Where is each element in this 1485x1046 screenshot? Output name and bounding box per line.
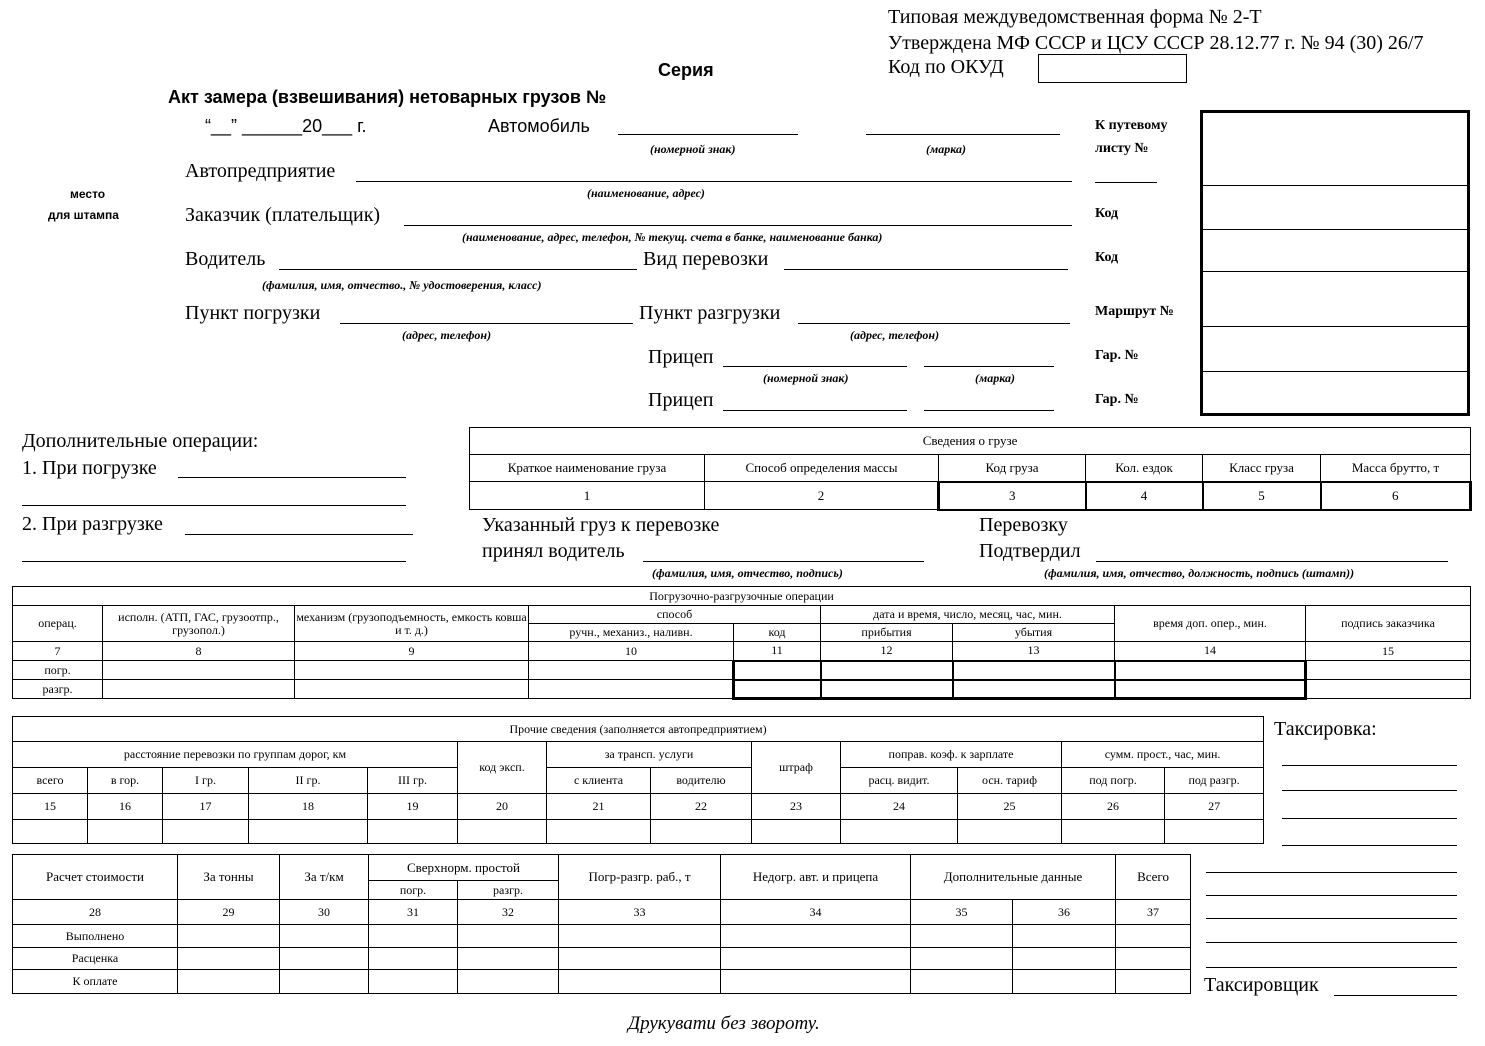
cargo-num-6[interactable]: 6 [1321, 482, 1471, 510]
cost-cell[interactable] [280, 925, 369, 948]
col-idle-over-load: погр. [369, 881, 458, 900]
cost-cell[interactable] [721, 948, 911, 970]
cost-cell[interactable] [280, 948, 369, 970]
extra-ops-title: Дополнительные операции: [22, 430, 259, 452]
ops-num: 11 [734, 642, 821, 661]
ops-num: 9 [295, 642, 529, 661]
row-done-label: Выполнено [13, 925, 178, 948]
customer-field[interactable] [404, 225, 1072, 226]
customer-label: Заказчик (плательщик) [185, 204, 381, 226]
acceptance-line2: принял водитель [482, 540, 625, 562]
row-unloading-label: разгр. [13, 680, 103, 699]
trailer-brand-caption: (марка) [975, 371, 1015, 385]
col-extra-data: Дополнительные данные [911, 855, 1116, 900]
col-lu-work: Погр-разгр. раб., т [559, 855, 721, 900]
ops-num: 14 [1115, 642, 1306, 661]
other-num: 19 [368, 794, 458, 820]
panel-divider [1203, 326, 1467, 327]
taxation-line[interactable] [1282, 845, 1457, 846]
trailer2-label: Прицеп [648, 389, 714, 411]
confirm-line2: Подтвердил [979, 540, 1081, 562]
col-executor: исполн. (АТП, ГАС, грузоотпр., грузопол.) [103, 606, 295, 642]
cost-cell[interactable] [280, 970, 369, 994]
cost-cell[interactable] [911, 948, 1013, 970]
cargo-col-trips: Кол. ездок [1086, 455, 1203, 482]
trailer1-plate-field[interactable] [723, 366, 907, 367]
col-idle: сумм. прост., час, мин. [1062, 742, 1264, 768]
col-method-sub: ручн., механиз., наливн. [529, 624, 734, 642]
loading-point-field[interactable] [340, 323, 633, 324]
extra-ops-loading-field[interactable] [178, 477, 406, 478]
extra-ops-loading-field-2[interactable] [22, 505, 406, 506]
ops-cell[interactable] [103, 661, 295, 680]
customer-caption: (наименование, адрес, телефон, № текущ. счета в банке, наименование банка) [462, 230, 883, 244]
ops-num: 8 [103, 642, 295, 661]
cargo-col-method: Способ определения массы [705, 455, 939, 482]
cost-cell[interactable] [369, 925, 458, 948]
col-code: код [734, 624, 821, 642]
ops-cell[interactable] [953, 680, 1115, 699]
trailer2-plate-field[interactable] [723, 410, 907, 411]
row-pay-label: К оплате [13, 970, 178, 994]
other-cell[interactable] [841, 820, 958, 844]
cost-cell[interactable] [1013, 970, 1116, 994]
col-coef: поправ. коэф. к зарплате [841, 742, 1062, 768]
cost-cell[interactable] [369, 948, 458, 970]
col-datetime: дата и время, число, месяц, час, мин. [821, 606, 1115, 624]
col-idle-unload: под разгр. [1165, 768, 1264, 794]
panel-divider [1203, 271, 1467, 272]
cost-cell[interactable] [1116, 948, 1191, 970]
trailer-plate-caption: (номерной знак) [763, 371, 849, 385]
loading-point-caption: (адрес, телефон) [402, 328, 492, 342]
cargo-num-2[interactable]: 2 [705, 482, 939, 510]
col-services: за трансп. услуги [547, 742, 752, 768]
other-cell[interactable] [1165, 820, 1264, 844]
ops-cell[interactable] [734, 680, 821, 699]
cost-num: 35 [911, 900, 1013, 925]
ops-cell[interactable] [529, 680, 734, 699]
taxation-line[interactable] [1206, 942, 1457, 943]
other-num: 23 [752, 794, 841, 820]
trailer2-brand-field[interactable] [924, 410, 1054, 411]
panel-divider [1203, 185, 1467, 186]
driver-acceptance-caption: (фамилия, имя, отчество, подпись) [652, 566, 843, 580]
form-type-line: Типовая междуведомственная форма № 2-Т [888, 6, 1262, 28]
trailer1-brand-field[interactable] [924, 366, 1054, 367]
confirm-caption: (фамилия, имя, отчество, должность, подпись (штамп)) [1044, 566, 1355, 580]
cost-num: 31 [369, 900, 458, 925]
other-cell[interactable] [458, 820, 547, 844]
panel-divider [1203, 371, 1467, 372]
ops-cell[interactable] [734, 661, 821, 680]
confirm-line1: Перевозку [979, 514, 1068, 536]
code2-label: Код [1095, 250, 1119, 265]
ops-cell[interactable] [529, 661, 734, 680]
col-base-tariff: осн. тариф [958, 768, 1062, 794]
col-calc-type: расц. видит. [841, 768, 958, 794]
other-num: 26 [1062, 794, 1165, 820]
document-date: “__” ______20___ г. [205, 116, 367, 136]
ops-num: 10 [529, 642, 734, 661]
cost-cell[interactable] [1116, 925, 1191, 948]
ops-cell[interactable] [1115, 661, 1306, 680]
col-arrival: прибытия [821, 624, 953, 642]
stamp-place-line1: место [70, 187, 106, 201]
ops-num: 15 [1306, 642, 1471, 661]
col-tkm: За т/км [280, 855, 369, 900]
cargo-num-1[interactable]: 1 [470, 482, 705, 510]
enterprise-label: Автопредприятие [185, 160, 336, 182]
cargo-table-title: Сведения о грузе [470, 428, 1471, 455]
cost-cell[interactable] [458, 970, 559, 994]
loading-ops-table [12, 586, 1471, 700]
taxation-line[interactable] [1206, 967, 1457, 968]
col-departure: убытия [953, 624, 1115, 642]
other-cell[interactable] [368, 820, 458, 844]
right-code-panel [1200, 110, 1470, 416]
other-cell[interactable] [13, 820, 88, 844]
cost-num: 33 [559, 900, 721, 925]
cargo-num-5[interactable]: 5 [1203, 482, 1321, 510]
other-cell[interactable] [752, 820, 841, 844]
cost-cell[interactable] [178, 948, 280, 970]
cargo-num-4[interactable]: 4 [1086, 482, 1203, 510]
col-method: способ [529, 606, 821, 624]
route-label: Маршрут № [1095, 304, 1174, 319]
okud-code-box[interactable] [1038, 54, 1187, 83]
col-tons: За тонны [178, 855, 280, 900]
garage2-label: Гар. № [1095, 392, 1139, 407]
confirm-field[interactable] [1096, 561, 1448, 562]
taxation-line[interactable] [1282, 765, 1457, 766]
other-cell[interactable] [1062, 820, 1165, 844]
waybill-label-line1: К путевому [1095, 118, 1168, 133]
extra-ops-unloading-field[interactable] [185, 534, 413, 535]
row-loading-label: погр. [13, 661, 103, 680]
other-num: 22 [651, 794, 752, 820]
cargo-table [469, 427, 1472, 511]
trailer1-label: Прицеп [648, 346, 714, 368]
garage1-label: Гар. № [1095, 348, 1139, 363]
other-cell[interactable] [958, 820, 1062, 844]
cargo-col-name: Краткое наименование груза [470, 455, 705, 482]
ops-cell[interactable] [295, 680, 529, 699]
col-calc: Расчет стоимости [13, 855, 178, 900]
cost-cell[interactable] [911, 970, 1013, 994]
cost-cell[interactable] [559, 948, 721, 970]
col-fine: штраф [752, 742, 841, 794]
cost-cell[interactable] [721, 925, 911, 948]
ops-cell[interactable] [821, 661, 953, 680]
cargo-col-class: Класс груза [1203, 455, 1321, 482]
okud-label: Код по ОКУД [888, 56, 1004, 78]
cost-num: 34 [721, 900, 911, 925]
code1-label: Код [1095, 206, 1119, 221]
other-cell[interactable] [88, 820, 163, 844]
cost-num: 37 [1116, 900, 1191, 925]
col-grand-total: Всего [1116, 855, 1191, 900]
col-idle-over-unload: разгр. [458, 881, 559, 900]
waybill-label-line2: листу № [1095, 141, 1149, 156]
vehicle-label: Автомобиль [488, 116, 590, 136]
ops-num: 7 [13, 642, 103, 661]
extra-ops-loading-label: 1. При погрузке [22, 457, 157, 479]
ops-cell[interactable] [1306, 661, 1471, 680]
ops-cell[interactable] [1115, 680, 1306, 699]
footer-note: Друкувати без звороту. [628, 1013, 820, 1034]
vehicle-plate-caption: (номерной знак) [650, 142, 736, 156]
cargo-col-code: Код груза [939, 455, 1086, 482]
ops-num: 12 [821, 642, 953, 661]
col-extra-time: время доп. опер., мин. [1115, 606, 1306, 642]
other-cell[interactable] [163, 820, 249, 844]
other-info-title: Прочие сведения (заполняется автопредприятием) [13, 717, 1264, 742]
cost-num: 32 [458, 900, 559, 925]
col-total: всего [13, 768, 88, 794]
taxation-line[interactable] [1282, 818, 1457, 819]
taxer-label: Таксировщик [1204, 974, 1319, 996]
other-num: 15 [13, 794, 88, 820]
cost-cell[interactable] [1013, 925, 1116, 948]
loading-point-label: Пункт погрузки [185, 302, 321, 324]
cost-cell[interactable] [911, 925, 1013, 948]
cost-num: 36 [1013, 900, 1116, 925]
col-city: в гор. [88, 768, 163, 794]
taxation-line[interactable] [1282, 790, 1457, 791]
cost-cell[interactable] [559, 925, 721, 948]
col-exp-code: код эксп. [458, 742, 547, 794]
vehicle-plate-field[interactable] [618, 134, 798, 135]
other-num: 25 [958, 794, 1062, 820]
cost-table [12, 854, 1191, 994]
driver-label: Водитель [185, 248, 266, 270]
col-group1: I гр. [163, 768, 249, 794]
other-num: 17 [163, 794, 249, 820]
ops-cell[interactable] [295, 661, 529, 680]
taxation-line[interactable] [1206, 895, 1457, 896]
cost-num: 28 [13, 900, 178, 925]
col-operation: операц. [13, 606, 103, 642]
cost-num: 30 [280, 900, 369, 925]
document-title: Акт замера (взвешивания) нетоварных грузов № [168, 87, 607, 107]
ops-cell[interactable] [821, 680, 953, 699]
loading-ops-title: Погрузочно-разгрузочные операции [13, 587, 1471, 606]
col-group2: II гр. [249, 768, 368, 794]
acceptance-line1: Указанный груз к перевозке [482, 514, 720, 536]
col-signature: подпись заказчика [1306, 606, 1471, 642]
driver-field[interactable] [279, 269, 637, 270]
ops-num: 13 [953, 642, 1115, 661]
col-underload: Недогр. авт. и прицепа [721, 855, 911, 900]
cost-cell[interactable] [721, 970, 911, 994]
cost-cell[interactable] [369, 970, 458, 994]
vehicle-brand-field[interactable] [866, 134, 1060, 135]
cost-num: 29 [178, 900, 280, 925]
taxer-signature-field[interactable] [1334, 995, 1457, 996]
other-num: 24 [841, 794, 958, 820]
driver-caption: (фамилия, имя, отчество., № удостоверения, класс) [262, 278, 542, 292]
extra-ops-unloading-label: 2. При разгрузке [22, 513, 163, 535]
other-info-table [12, 716, 1264, 844]
row-rate-label: Расценка [13, 948, 178, 970]
unloading-point-caption: (адрес, телефон) [850, 328, 940, 342]
stamp-place-line2: для штампа [48, 208, 119, 222]
form-approval-line: Утверждена МФ СССР и ЦСУ СССР 28.12.77 г. № 94 (30) 26/7 [888, 32, 1424, 54]
unloading-point-field[interactable] [798, 323, 1070, 324]
col-mechanism: механизм (грузоподъемность, емкость ковша и т. д.) [295, 606, 529, 642]
cost-cell[interactable] [559, 970, 721, 994]
other-cell[interactable] [651, 820, 752, 844]
driver-acceptance-field[interactable] [643, 561, 924, 562]
other-cell[interactable] [547, 820, 651, 844]
ops-cell[interactable] [1306, 680, 1471, 699]
cost-cell[interactable] [178, 925, 280, 948]
transport-type-field[interactable] [784, 269, 1068, 270]
unloading-point-label: Пункт разгрузки [639, 302, 781, 324]
cost-cell[interactable] [458, 925, 559, 948]
panel-divider [1203, 229, 1467, 230]
col-distance: расстояние перевозки по группам дорог, км [13, 742, 458, 768]
ops-cell[interactable] [953, 661, 1115, 680]
waybill-divider [1095, 182, 1157, 183]
taxation-line[interactable] [1206, 872, 1457, 873]
taxation-title: Таксировка: [1274, 718, 1377, 740]
other-num: 27 [1165, 794, 1264, 820]
col-group3: III гр. [368, 768, 458, 794]
cost-cell[interactable] [1116, 970, 1191, 994]
col-to-driver: водителю [651, 768, 752, 794]
enterprise-caption: (наименование, адрес) [587, 186, 705, 200]
other-num: 21 [547, 794, 651, 820]
taxation-line[interactable] [1206, 918, 1457, 919]
extra-ops-unloading-field-2[interactable] [22, 561, 406, 562]
cost-cell[interactable] [178, 970, 280, 994]
enterprise-field[interactable] [356, 181, 1072, 182]
cost-cell[interactable] [1013, 948, 1116, 970]
other-cell[interactable] [249, 820, 368, 844]
other-num: 20 [458, 794, 547, 820]
cost-cell[interactable] [458, 948, 559, 970]
series-label: Серия [658, 60, 714, 80]
other-num: 18 [249, 794, 368, 820]
transport-type-label: Вид перевозки [643, 248, 769, 270]
col-idle-over: Сверхнорм. простой [369, 855, 559, 881]
vehicle-brand-caption: (марка) [926, 142, 966, 156]
ops-cell[interactable] [103, 680, 295, 699]
col-from-client: с клиента [547, 768, 651, 794]
other-num: 16 [88, 794, 163, 820]
col-idle-load: под погр. [1062, 768, 1165, 794]
cargo-num-3[interactable]: 3 [939, 482, 1086, 510]
cargo-col-gross: Масса брутто, т [1321, 455, 1471, 482]
